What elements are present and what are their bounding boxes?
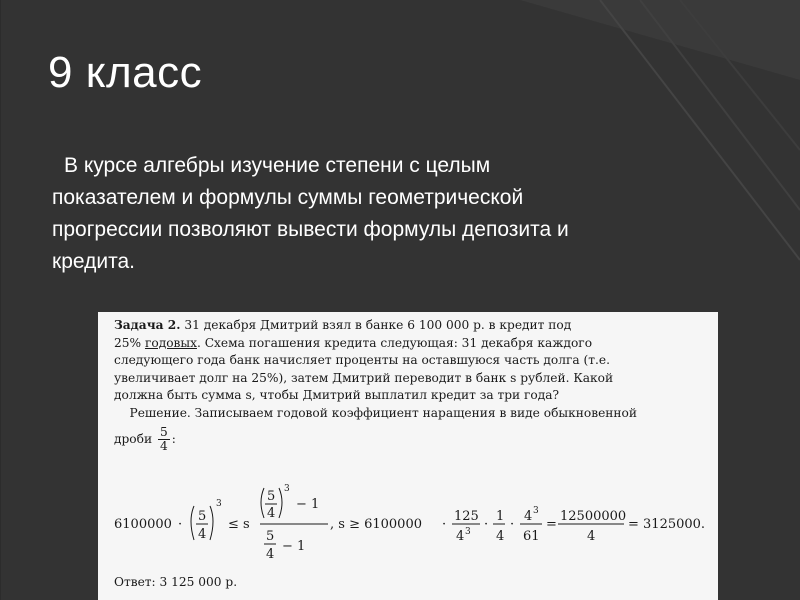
- problem-text-b-underlined: годовых: [144, 335, 197, 350]
- formula-dot-1: ·: [178, 517, 183, 532]
- coefficient-numerator: 5: [159, 425, 168, 439]
- formula-le-s: ≤ s: [228, 517, 250, 532]
- problem-text-b-post: . Схема погашения кредита следующая: 31 декабря каждого: [196, 335, 593, 350]
- problem-line-3: следующего года банк начисляет проценты на оставшуюся часть долга (т.е.: [114, 353, 610, 367]
- formula-result: = 3125000.: [628, 517, 706, 532]
- formula-cube-1: 3: [216, 499, 222, 509]
- coefficient-fraction: [158, 426, 170, 453]
- problem-line-1: [114, 317, 704, 335]
- paragraph-line-1-text: В курсе алгебры изучение степени с целым: [64, 154, 491, 177]
- formula-4-denom-b: 4: [496, 529, 505, 544]
- formula-dot-2: ·: [442, 517, 447, 532]
- formula-frac-4b: 4: [267, 506, 276, 521]
- formula-12500000: 12500000: [560, 509, 627, 524]
- paragraph-line-3: прогрессии позволяют вывести формулы депозита и: [52, 218, 569, 241]
- fraction-colon: :: [171, 432, 176, 446]
- fraction-line: [114, 426, 704, 453]
- solution-line: [114, 405, 704, 423]
- formula-4-denom: 4: [456, 529, 465, 544]
- formula-cube-2: 3: [284, 484, 290, 494]
- decor-triangle-top: [520, 0, 800, 80]
- problem-text-a: 31 декабря Дмитрий взял в банке 6 100 000 р. в кредит под: [184, 318, 572, 332]
- problem-text-b-pre: 25%: [114, 335, 142, 350]
- formula-exp-3: 3: [465, 527, 471, 537]
- formula-minus-1b: − 1: [282, 539, 306, 554]
- problem-text: [114, 317, 704, 453]
- answer-line: Ответ: 3 125 000 р.: [114, 575, 238, 589]
- formula-minus-1: − 1: [296, 497, 320, 512]
- formula-61: 61: [523, 529, 540, 544]
- formula-dot-3: ·: [484, 517, 489, 532]
- solution-text: Решение. Записываем годовой коэффициент наращения в виде обыкновенной: [129, 405, 637, 420]
- formula-1: 1: [496, 509, 505, 524]
- formula-s-ge: , s ≥ 6100000: [330, 517, 422, 532]
- problem-line-5: должна быть сумма s, чтобы Дмитрий выплатил кредит за три года?: [114, 388, 560, 402]
- formula-frac-4: 4: [198, 527, 207, 542]
- formula-paren-left: [191, 506, 194, 540]
- problem-line-4: увеличивает долг на 25%), затем Дмитрий переводит в банк s рублей. Какой: [114, 370, 614, 385]
- formula-paren-right-2: [279, 488, 282, 518]
- formula-frac-5c: 5: [266, 529, 275, 544]
- slide-title: 9 класс: [48, 48, 203, 97]
- formula-frac-5: 5: [198, 509, 207, 524]
- formula-frac-5b: 5: [267, 489, 276, 504]
- problem-label: Задача 2.: [114, 318, 181, 332]
- formula-6100000: 6100000: [114, 517, 172, 532]
- problem-image: [98, 312, 718, 600]
- formula-125: 125: [454, 509, 479, 524]
- slide-paragraph: [52, 150, 732, 278]
- problem-line-2: [114, 335, 704, 353]
- formula-dot-4: ·: [510, 517, 515, 532]
- formula-paren-left-2: [261, 488, 264, 518]
- formula-4-num: 4: [524, 509, 533, 524]
- formula-frac-4c: 4: [266, 547, 275, 562]
- paragraph-line-2: показателем и формулы суммы геометрической: [52, 186, 524, 209]
- paragraph-line-4: кредита.: [52, 250, 135, 273]
- coefficient-denominator: 4: [159, 439, 168, 453]
- paragraph-line-1: [52, 150, 732, 182]
- formula-exp-3b: 3: [533, 506, 539, 516]
- formula-paren-right: [210, 506, 213, 540]
- formula-eq: =: [546, 517, 557, 532]
- fraction-word: дроби: [114, 432, 153, 446]
- formula-4-final: 4: [587, 529, 596, 544]
- solution-formula: [114, 484, 710, 564]
